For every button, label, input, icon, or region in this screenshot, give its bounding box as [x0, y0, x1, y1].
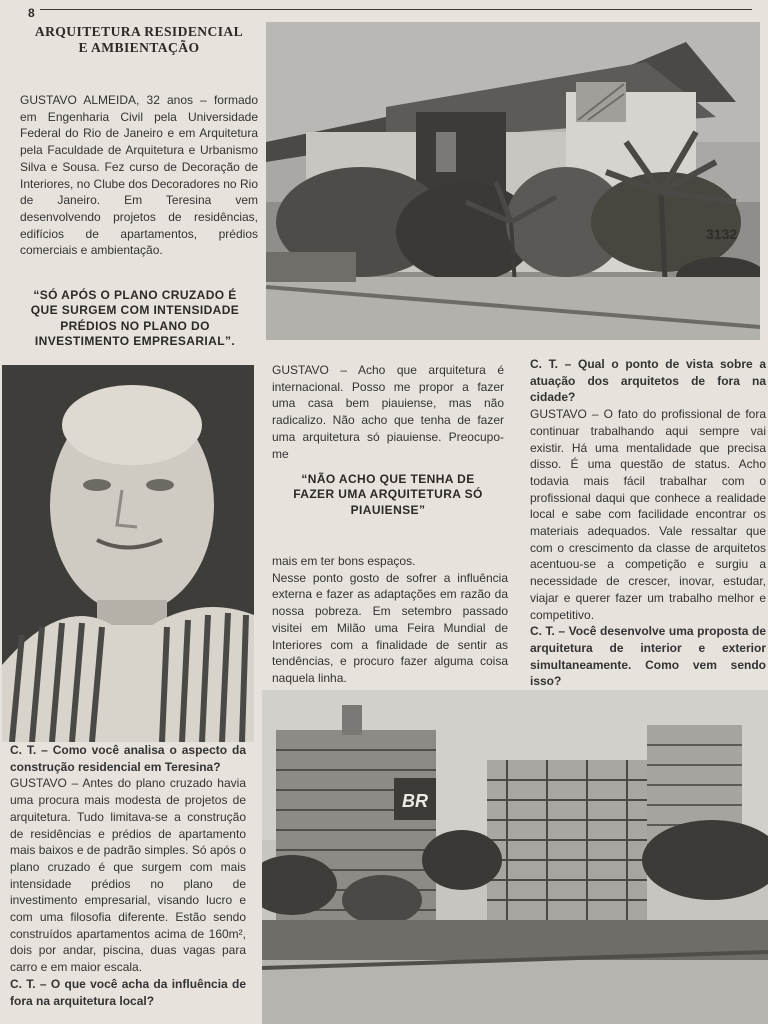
answer-bons-espacos: mais em ter bons espaços.: [272, 554, 416, 568]
answer-influencia-externa: Nesse ponto gosto de sofrer a influência externa e fazer as adaptações em razão da nossa pobreza. Em setembro passado visitei em Milão uma Feira Mundial de Interiores com a finalidade de sentir as tendências, e procuro fazer alguma coisa naquela linha.: [272, 570, 508, 685]
title-line-2: E AMBIENTAÇÃO: [78, 40, 200, 55]
answer-arquitetos-de-fora: GUSTAVO – O fato do profissional de fora continuar trabalhando aqui sempre vai existir. Há uma mentalidade que precisa disso. É uma questão de status. Acho todavia mais fácil trabalhar com o profissional daqui que conhece a realidade local e sabe com facilidade encontrar os materiais adequados. Vale ressaltar que com o crescimento da classe de arquitetos acentuou-se a competição e surgiu a necessidade de crescer, inovar, estudar, viajar e querer fazer um trabalho melhor e competitivo.: [530, 407, 766, 622]
pull-quote-plano-cruzado: “SÓ APÓS O PLANO CRUZADO É QUE SURGEM COM INTENSIDADE PRÉDIOS NO PLANO DO INVESTIMENTO EMPRESARIAL”.: [30, 288, 240, 349]
house-number-sign: 3132: [706, 226, 738, 242]
page-number: 8: [28, 6, 35, 20]
buildings-photo: [262, 690, 768, 1024]
portrait-photo: [2, 365, 254, 742]
top-rule: [40, 9, 752, 10]
title-line-1: ARQUITETURA RESIDENCIAL: [34, 24, 244, 39]
question-arquitetos-de-fora: C. T. – Qual o ponto de vista sobre a atuação dos arquitetos de fora na cidade?: [530, 357, 766, 405]
article-title: [20, 24, 258, 56]
billboard-logo: BR: [402, 791, 428, 811]
answer-construcao-residencial: GUSTAVO – Antes do plano cruzado havia uma procura mais modesta de projetos de arquitetura. Tudo limitava-se a construção de residências e prédios de apartamento mais baixos e de padrão simples. Só após o plano cruzado é que surgem com mais intensidade prédios no plano de investimento empresarial, visando lucro e com uma filosofia diferente. Estão sendo construídos apartamentos acima de 160m², dois por andar, piscina, duas vagas para carro e em maior escala.: [10, 776, 246, 975]
house-photo: [266, 22, 760, 340]
question-construcao-residencial: C. T. – Como você analisa o aspecto da construção residencial em Teresina?: [10, 743, 246, 774]
answer-arquitetura-internacional: GUSTAVO – Acho que arquitetura é internacional. Posso me propor a fazer uma casa bem piauiense, mas não radicalizo. Não acho que tenha de fazer uma arquitetura só piauiense. Preocupo-me: [272, 363, 504, 461]
question-influencia-de-fora: C. T. – O que você acha da influência de fora na arquitetura local?: [10, 976, 246, 1008]
question-interior-exterior: C. T. – Você desenvolve uma proposta de arquitetura de interior e exterior simultaneamente. Como vem sendo isso?: [530, 624, 766, 689]
pull-quote-arquitetura-piauiense: “NÃO ACHO QUE TENHA DE FAZER UMA ARQUITETURA SÓ PIAUIENSE”: [293, 472, 483, 517]
author-bio: GUSTAVO ALMEIDA, 32 anos – formado em Engenharia Civil pela Universidade Federal do Rio de Janeiro e em Arquitetura pela Faculdade de Arquitetura e Urbanismo Silva e Sousa. Fez curso de Decoração de Interiores, no Clube dos Decoradores no Rio de Janeiro. Em Teresina vem desenvolvendo projetos de residências, edifícios de apartamentos, prédios comerciais e ambientação.: [20, 93, 258, 258]
